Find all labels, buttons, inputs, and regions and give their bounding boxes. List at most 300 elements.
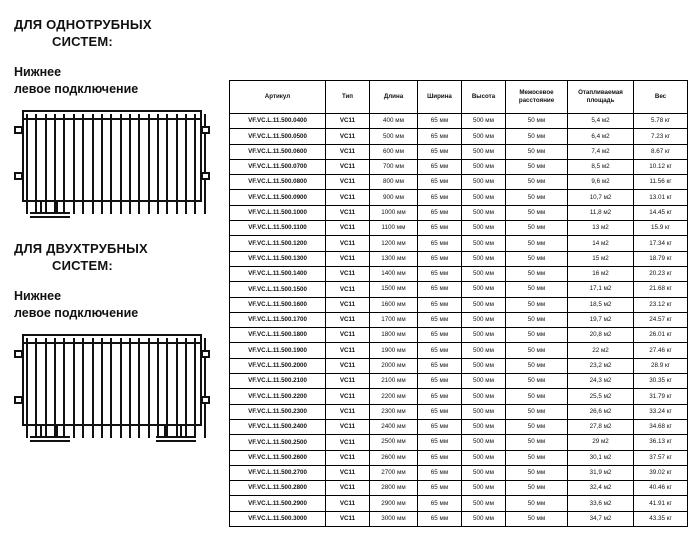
cell-heated-area: 27,8 м2 — [568, 419, 634, 434]
cell-article: VF.VC.L.11.500.0800 — [230, 175, 326, 190]
cell-width: 65 мм — [418, 404, 462, 419]
cell-width: 65 мм — [418, 450, 462, 465]
cell-height: 500 мм — [462, 419, 506, 434]
cell-type: VC11 — [326, 221, 370, 236]
cell-height: 500 мм — [462, 328, 506, 343]
cell-axial-distance: 50 мм — [506, 328, 568, 343]
cell-type: VC11 — [326, 435, 370, 450]
cell-article: VF.VC.L.11.500.1200 — [230, 236, 326, 251]
radiator-fin — [101, 114, 103, 214]
cell-heated-area: 9,6 м2 — [568, 175, 634, 190]
radiator-bracket-right-bottom — [201, 396, 210, 404]
two-pipe-title-line1: ДЛЯ ДВУХТРУБНЫХ — [14, 241, 148, 256]
radiator-fin — [157, 114, 159, 214]
connection-pipe-return-right — [180, 426, 182, 436]
cell-heated-area: 31,9 м2 — [568, 465, 634, 480]
cell-article: VF.VC.L.11.500.1100 — [230, 221, 326, 236]
radiator-bracket-right-top — [201, 126, 210, 134]
cell-width: 65 мм — [418, 328, 462, 343]
cell-width: 65 мм — [418, 465, 462, 480]
cell-type: VC11 — [326, 297, 370, 312]
cell-width: 65 мм — [418, 236, 462, 251]
radiator-fin — [148, 114, 150, 214]
specifications-table — [229, 80, 688, 527]
cell-axial-distance: 50 мм — [506, 205, 568, 220]
cell-weight: 31.79 кг — [634, 389, 688, 404]
cell-heated-area: 32,4 м2 — [568, 481, 634, 496]
cell-width: 65 мм — [418, 358, 462, 373]
cell-length: 400 мм — [370, 114, 418, 129]
cell-axial-distance: 50 мм — [506, 144, 568, 159]
cell-length: 800 мм — [370, 175, 418, 190]
cell-weight: 24.57 кг — [634, 312, 688, 327]
cell-axial-distance: 50 мм — [506, 221, 568, 236]
cell-height: 500 мм — [462, 481, 506, 496]
cell-article: VF.VC.L.11.500.0600 — [230, 144, 326, 159]
cell-axial-distance: 50 мм — [506, 419, 568, 434]
table-row — [230, 129, 688, 144]
cell-length: 2200 мм — [370, 389, 418, 404]
cell-length: 1700 мм — [370, 312, 418, 327]
radiator-bracket-right-bottom — [201, 172, 210, 180]
cell-axial-distance: 50 мм — [506, 389, 568, 404]
cell-height: 500 мм — [462, 175, 506, 190]
radiator-fins — [26, 338, 206, 438]
cell-heated-area: 22 м2 — [568, 343, 634, 358]
cell-width: 65 мм — [418, 343, 462, 358]
table-row — [230, 481, 688, 496]
cell-article: VF.VC.L.11.500.2700 — [230, 465, 326, 480]
table-row — [230, 205, 688, 220]
cell-height: 500 мм — [462, 205, 506, 220]
radiator-fin — [92, 338, 94, 438]
table-row — [230, 450, 688, 465]
cell-article: VF.VC.L.11.500.2300 — [230, 404, 326, 419]
cell-width: 65 мм — [418, 312, 462, 327]
cell-type: VC11 — [326, 251, 370, 266]
cell-article: VF.VC.L.11.500.2500 — [230, 435, 326, 450]
cell-heated-area: 19,7 м2 — [568, 312, 634, 327]
table-row — [230, 159, 688, 174]
radiator-fin — [176, 114, 178, 214]
single-pipe-section — [14, 16, 219, 218]
cell-weight: 13.01 кг — [634, 190, 688, 205]
column-header-type: Тип — [326, 81, 370, 114]
cell-type: VC11 — [326, 114, 370, 129]
cell-axial-distance: 50 мм — [506, 312, 568, 327]
cell-height: 500 мм — [462, 266, 506, 281]
cell-length: 1800 мм — [370, 328, 418, 343]
cell-height: 500 мм — [462, 159, 506, 174]
cell-article: VF.VC.L.11.500.2400 — [230, 419, 326, 434]
cell-height: 500 мм — [462, 282, 506, 297]
radiator-fin — [26, 338, 28, 438]
cell-axial-distance: 50 мм — [506, 159, 568, 174]
cell-weight: 26.01 кг — [634, 328, 688, 343]
cell-weight: 21.68 кг — [634, 282, 688, 297]
cell-article: VF.VC.L.11.500.1400 — [230, 266, 326, 281]
cell-heated-area: 7,4 м2 — [568, 144, 634, 159]
cell-axial-distance: 50 мм — [506, 465, 568, 480]
connection-base-line-lower — [30, 440, 70, 442]
cell-heated-area: 20,8 м2 — [568, 328, 634, 343]
cell-heated-area: 17,1 м2 — [568, 282, 634, 297]
cell-heated-area: 14 м2 — [568, 236, 634, 251]
column-header-axial-distance: Межосевое расстояние — [506, 81, 568, 114]
radiator-fin — [54, 338, 56, 438]
cell-weight: 27.46 кг — [634, 343, 688, 358]
two-pipe-subtitle-line2: левое подключение — [14, 306, 139, 320]
cell-height: 500 мм — [462, 465, 506, 480]
cell-height: 500 мм — [462, 435, 506, 450]
radiator-bracket-right-top — [201, 350, 210, 358]
cell-heated-area: 30,1 м2 — [568, 450, 634, 465]
single-pipe-subtitle — [14, 64, 219, 98]
cell-article: VF.VC.L.11.500.1000 — [230, 205, 326, 220]
table-row — [230, 435, 688, 450]
radiator-fin — [129, 338, 131, 438]
cell-axial-distance: 50 мм — [506, 251, 568, 266]
column-header-width: Ширина — [418, 81, 462, 114]
two-pipe-title — [14, 240, 219, 274]
radiator-fin — [110, 338, 112, 438]
cell-weight: 15.9 кг — [634, 221, 688, 236]
connection-pipe-supply-right — [164, 426, 166, 436]
cell-weight: 37.57 кг — [634, 450, 688, 465]
connection-base-line-lower-right — [156, 440, 196, 442]
cell-axial-distance: 50 мм — [506, 481, 568, 496]
radiator-diagram-single-pipe — [14, 110, 210, 218]
table-body — [230, 114, 688, 527]
cell-length: 900 мм — [370, 190, 418, 205]
cell-width: 65 мм — [418, 144, 462, 159]
cell-width: 65 мм — [418, 114, 462, 129]
radiator-fin — [138, 338, 140, 438]
cell-length: 1400 мм — [370, 266, 418, 281]
cell-axial-distance: 50 мм — [506, 343, 568, 358]
cell-article: VF.VC.L.11.500.1300 — [230, 251, 326, 266]
radiator-fin — [101, 338, 103, 438]
cell-height: 500 мм — [462, 374, 506, 389]
single-pipe-title-line2: СИСТЕМ: — [52, 34, 113, 49]
cell-height: 500 мм — [462, 114, 506, 129]
left-column — [14, 16, 219, 442]
cell-type: VC11 — [326, 374, 370, 389]
cell-length: 500 мм — [370, 129, 418, 144]
cell-article: VF.VC.L.11.500.2000 — [230, 358, 326, 373]
cell-axial-distance: 50 мм — [506, 129, 568, 144]
cell-type: VC11 — [326, 266, 370, 281]
cell-heated-area: 23,2 м2 — [568, 358, 634, 373]
cell-article: VF.VC.L.11.500.1900 — [230, 343, 326, 358]
radiator-fin — [63, 114, 65, 214]
cell-heated-area: 11,8 м2 — [568, 205, 634, 220]
cell-width: 65 мм — [418, 175, 462, 190]
connection-base-line-upper — [30, 212, 70, 214]
radiator-fin — [45, 338, 47, 438]
cell-heated-area: 6,4 м2 — [568, 129, 634, 144]
radiator-fins — [26, 114, 206, 214]
table-row — [230, 114, 688, 129]
cell-height: 500 мм — [462, 496, 506, 511]
cell-height: 500 мм — [462, 129, 506, 144]
cell-heated-area: 5,4 м2 — [568, 114, 634, 129]
cell-article: VF.VC.L.11.500.3000 — [230, 511, 326, 526]
cell-axial-distance: 50 мм — [506, 236, 568, 251]
cell-heated-area: 24,3 м2 — [568, 374, 634, 389]
cell-weight: 18.79 кг — [634, 251, 688, 266]
cell-weight: 30.35 кг — [634, 374, 688, 389]
cell-type: VC11 — [326, 511, 370, 526]
table-row — [230, 419, 688, 434]
radiator-diagram-two-pipe — [14, 334, 210, 442]
cell-length: 2300 мм — [370, 404, 418, 419]
specifications-table-wrapper — [229, 80, 687, 527]
table-row — [230, 358, 688, 373]
cell-type: VC11 — [326, 465, 370, 480]
cell-length: 1300 мм — [370, 251, 418, 266]
cell-article: VF.VC.L.11.500.0400 — [230, 114, 326, 129]
radiator-fin — [35, 114, 37, 214]
cell-height: 500 мм — [462, 251, 506, 266]
radiator-fin — [129, 114, 131, 214]
cell-article: VF.VC.L.11.500.1800 — [230, 328, 326, 343]
radiator-bracket-left-bottom — [14, 396, 23, 404]
cell-height: 500 мм — [462, 312, 506, 327]
cell-weight: 36.13 кг — [634, 435, 688, 450]
radiator-bracket-left-top — [14, 126, 23, 134]
table-header-row — [230, 81, 688, 114]
cell-width: 65 мм — [418, 297, 462, 312]
cell-height: 500 мм — [462, 389, 506, 404]
table-row — [230, 236, 688, 251]
single-pipe-title-line1: ДЛЯ ОДНОТРУБНЫХ — [14, 17, 152, 32]
column-header-weight: Вес — [634, 81, 688, 114]
cell-article: VF.VC.L.11.500.2100 — [230, 374, 326, 389]
radiator-fin — [194, 114, 196, 214]
connection-base-line-lower — [30, 216, 70, 218]
radiator-fin — [54, 114, 56, 214]
cell-height: 500 мм — [462, 297, 506, 312]
cell-article: VF.VC.L.11.500.0700 — [230, 159, 326, 174]
cell-length: 600 мм — [370, 144, 418, 159]
connection-pipe-return — [56, 426, 58, 436]
cell-article: VF.VC.L.11.500.2600 — [230, 450, 326, 465]
cell-weight: 43.35 кг — [634, 511, 688, 526]
cell-article: VF.VC.L.11.500.1700 — [230, 312, 326, 327]
cell-width: 65 мм — [418, 282, 462, 297]
table-row — [230, 144, 688, 159]
cell-weight: 20.23 кг — [634, 266, 688, 281]
cell-weight: 17.34 кг — [634, 236, 688, 251]
cell-heated-area: 18,5 м2 — [568, 297, 634, 312]
cell-type: VC11 — [326, 496, 370, 511]
radiator-fin — [73, 338, 75, 438]
table-row — [230, 190, 688, 205]
cell-height: 500 мм — [462, 236, 506, 251]
cell-type: VC11 — [326, 236, 370, 251]
single-pipe-title — [14, 16, 219, 50]
cell-type: VC11 — [326, 389, 370, 404]
cell-width: 65 мм — [418, 190, 462, 205]
cell-width: 65 мм — [418, 481, 462, 496]
table-row — [230, 511, 688, 526]
connection-base-line-upper — [30, 436, 70, 438]
cell-axial-distance: 50 мм — [506, 496, 568, 511]
column-header-article: Артикул — [230, 81, 326, 114]
radiator-fin — [185, 114, 187, 214]
cell-length: 1100 мм — [370, 221, 418, 236]
cell-heated-area: 33,6 м2 — [568, 496, 634, 511]
radiator-fin — [166, 114, 168, 214]
cell-heated-area: 25,5 м2 — [568, 389, 634, 404]
cell-heated-area: 15 м2 — [568, 251, 634, 266]
radiator-bracket-left-bottom — [14, 172, 23, 180]
cell-article: VF.VC.L.11.500.2200 — [230, 389, 326, 404]
radiator-fin — [120, 338, 122, 438]
table-row — [230, 312, 688, 327]
cell-type: VC11 — [326, 419, 370, 434]
cell-type: VC11 — [326, 328, 370, 343]
cell-type: VC11 — [326, 481, 370, 496]
cell-axial-distance: 50 мм — [506, 175, 568, 190]
cell-heated-area: 10,7 м2 — [568, 190, 634, 205]
cell-width: 65 мм — [418, 221, 462, 236]
cell-width: 65 мм — [418, 159, 462, 174]
cell-axial-distance: 50 мм — [506, 358, 568, 373]
connection-base-line-upper-right — [156, 436, 196, 438]
cell-weight: 41.91 кг — [634, 496, 688, 511]
cell-length: 1600 мм — [370, 297, 418, 312]
cell-article: VF.VC.L.11.500.1600 — [230, 297, 326, 312]
radiator-fin — [157, 338, 159, 438]
connection-pipe-supply — [40, 426, 42, 436]
cell-weight: 39.02 кг — [634, 465, 688, 480]
cell-width: 65 мм — [418, 374, 462, 389]
table-row — [230, 282, 688, 297]
two-pipe-subtitle — [14, 288, 219, 322]
cell-weight: 33.24 кг — [634, 404, 688, 419]
radiator-fin — [45, 114, 47, 214]
cell-axial-distance: 50 мм — [506, 450, 568, 465]
radiator-fin — [92, 114, 94, 214]
cell-height: 500 мм — [462, 190, 506, 205]
cell-axial-distance: 50 мм — [506, 266, 568, 281]
cell-heated-area: 8,5 м2 — [568, 159, 634, 174]
cell-width: 65 мм — [418, 266, 462, 281]
cell-article: VF.VC.L.11.500.1500 — [230, 282, 326, 297]
cell-heated-area: 29 м2 — [568, 435, 634, 450]
cell-length: 2700 мм — [370, 465, 418, 480]
radiator-fin — [185, 338, 187, 438]
radiator-fin — [120, 114, 122, 214]
cell-heated-area: 26,6 м2 — [568, 404, 634, 419]
radiator-fin — [138, 114, 140, 214]
table-row — [230, 251, 688, 266]
cell-type: VC11 — [326, 404, 370, 419]
cell-weight: 7.23 кг — [634, 129, 688, 144]
radiator-fin — [110, 114, 112, 214]
radiator-fin — [194, 338, 196, 438]
cell-axial-distance: 50 мм — [506, 114, 568, 129]
cell-length: 2100 мм — [370, 374, 418, 389]
radiator-fin — [176, 338, 178, 438]
two-pipe-title-line2: СИСТЕМ: — [52, 258, 113, 273]
table-row — [230, 343, 688, 358]
cell-type: VC11 — [326, 358, 370, 373]
cell-length: 2900 мм — [370, 496, 418, 511]
cell-type: VC11 — [326, 205, 370, 220]
table-row — [230, 389, 688, 404]
radiator-fin — [148, 338, 150, 438]
table-row — [230, 266, 688, 281]
cell-length: 2600 мм — [370, 450, 418, 465]
column-header-length: Длина — [370, 81, 418, 114]
table-row — [230, 404, 688, 419]
cell-height: 500 мм — [462, 221, 506, 236]
radiator-fin — [35, 338, 37, 438]
cell-weight: 11.56 кг — [634, 175, 688, 190]
cell-weight: 8.67 кг — [634, 144, 688, 159]
cell-type: VC11 — [326, 175, 370, 190]
cell-weight: 5.78 кг — [634, 114, 688, 129]
cell-article: VF.VC.L.11.500.0500 — [230, 129, 326, 144]
cell-heated-area: 16 м2 — [568, 266, 634, 281]
cell-length: 3000 мм — [370, 511, 418, 526]
table-row — [230, 496, 688, 511]
cell-heated-area: 13 м2 — [568, 221, 634, 236]
cell-axial-distance: 50 мм — [506, 404, 568, 419]
cell-type: VC11 — [326, 343, 370, 358]
cell-height: 500 мм — [462, 511, 506, 526]
cell-height: 500 мм — [462, 343, 506, 358]
cell-width: 65 мм — [418, 496, 462, 511]
cell-weight: 28.9 кг — [634, 358, 688, 373]
table-row — [230, 465, 688, 480]
cell-type: VC11 — [326, 159, 370, 174]
radiator-fin — [82, 338, 84, 438]
cell-axial-distance: 50 мм — [506, 297, 568, 312]
column-header-heated-area: Отапливаемая площадь — [568, 81, 634, 114]
cell-height: 500 мм — [462, 358, 506, 373]
cell-width: 65 мм — [418, 389, 462, 404]
table-row — [230, 374, 688, 389]
cell-width: 65 мм — [418, 435, 462, 450]
cell-axial-distance: 50 мм — [506, 435, 568, 450]
table-row — [230, 328, 688, 343]
cell-height: 500 мм — [462, 450, 506, 465]
cell-width: 65 мм — [418, 205, 462, 220]
cell-length: 2800 мм — [370, 481, 418, 496]
cell-length: 2500 мм — [370, 435, 418, 450]
table-row — [230, 221, 688, 236]
cell-axial-distance: 50 мм — [506, 511, 568, 526]
cell-article: VF.VC.L.11.500.2800 — [230, 481, 326, 496]
cell-axial-distance: 50 мм — [506, 282, 568, 297]
cell-length: 1000 мм — [370, 205, 418, 220]
two-pipe-subtitle-line1: Нижнее — [14, 289, 62, 303]
single-pipe-subtitle-line2: левое подключение — [14, 82, 139, 96]
cell-type: VC11 — [326, 450, 370, 465]
cell-type: VC11 — [326, 190, 370, 205]
cell-article: VF.VC.L.11.500.2900 — [230, 496, 326, 511]
cell-weight: 10.12 кг — [634, 159, 688, 174]
radiator-fin — [73, 114, 75, 214]
radiator-bracket-left-top — [14, 350, 23, 358]
cell-height: 500 мм — [462, 404, 506, 419]
cell-height: 500 мм — [462, 144, 506, 159]
cell-axial-distance: 50 мм — [506, 374, 568, 389]
